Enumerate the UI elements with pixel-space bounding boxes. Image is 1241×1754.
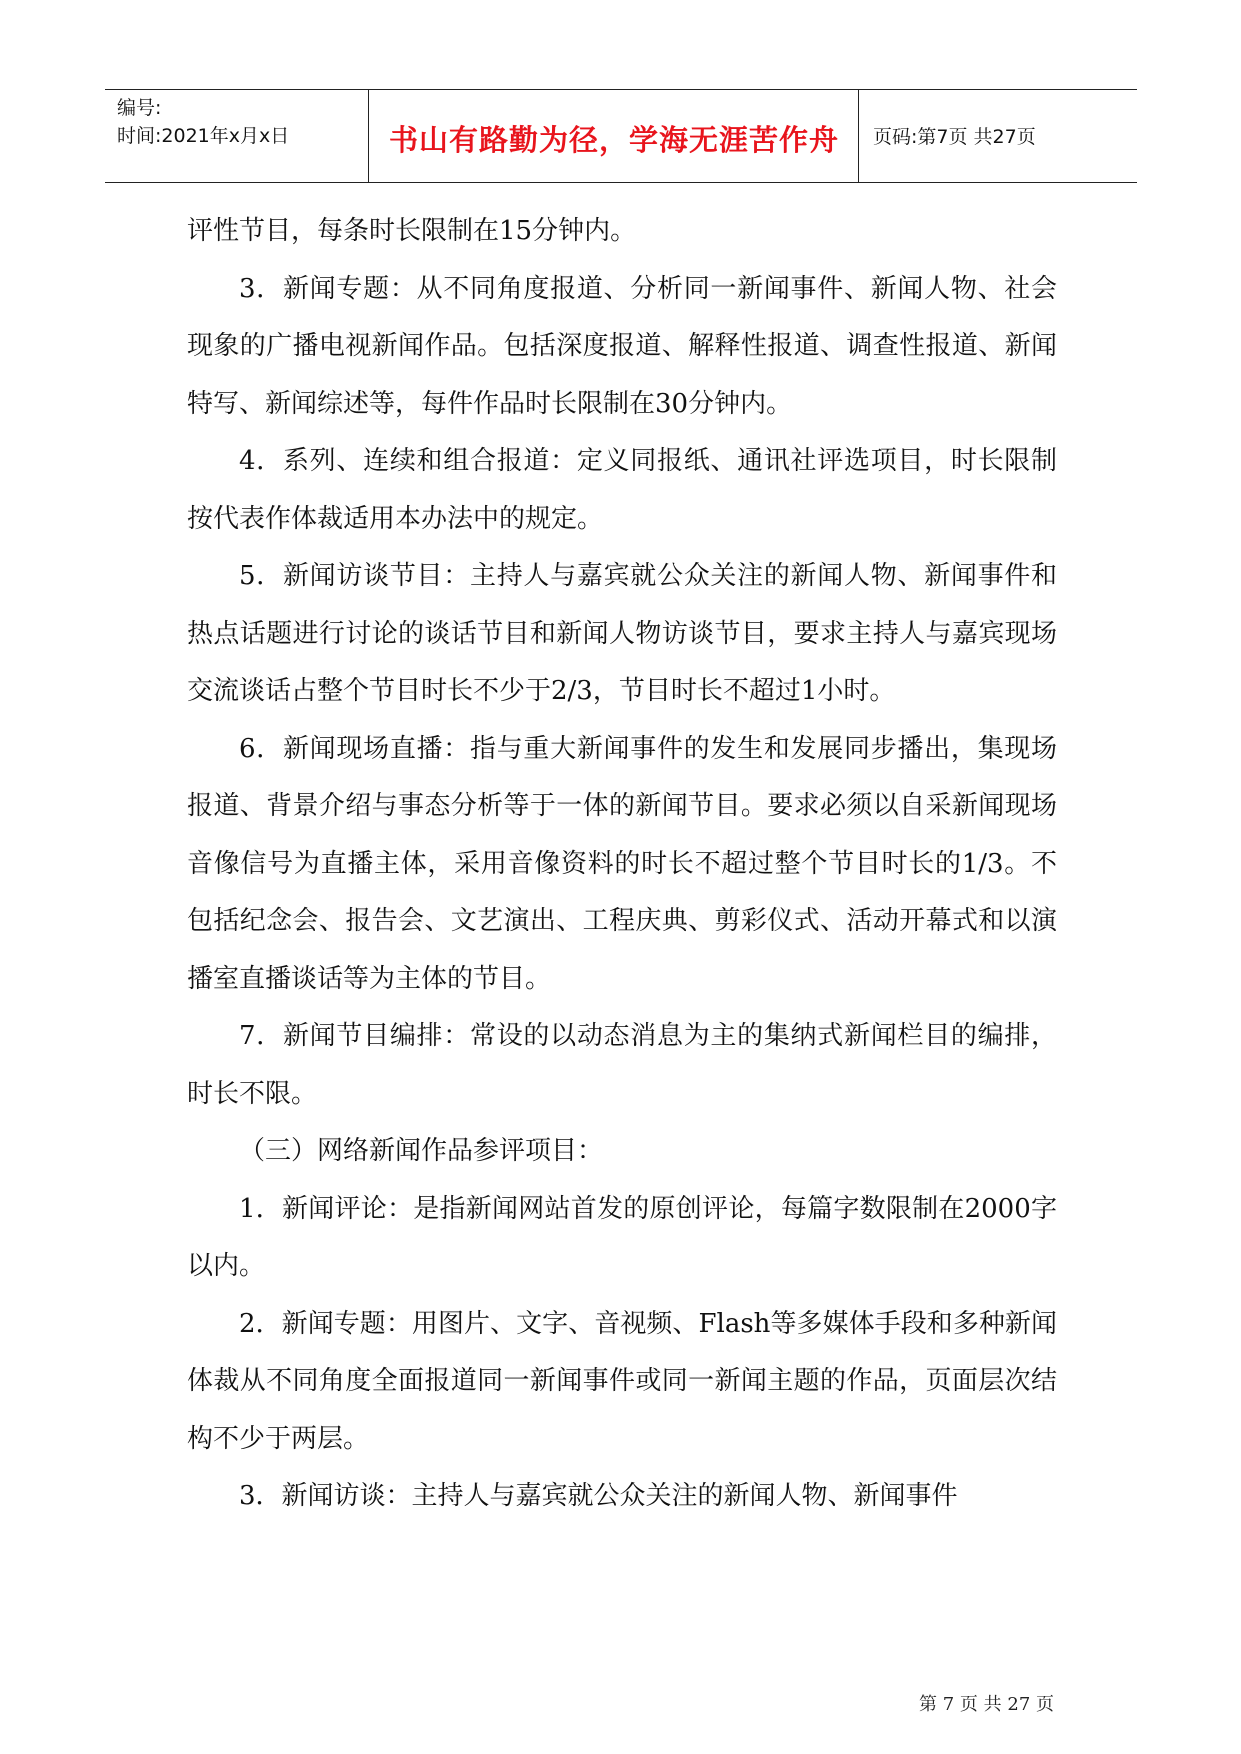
header-divider xyxy=(368,90,369,182)
document-body xyxy=(187,203,1057,1526)
paragraph: 5．新闻访谈节目：主持人与嘉宾就公众关注的新闻人物、新闻事件和热点话题进行讨论的谈话节目和新闻人物访谈节目，要求主持人与嘉宾现场交流谈话占整个节目时长不少于2/3，节目时长不超过1小时。 xyxy=(187,561,1057,706)
document-number-label: 编号: xyxy=(117,97,162,119)
paragraph: 1．新闻评论：是指新闻网站首发的原创评论，每篇字数限制在2000字以内。 xyxy=(187,1193,1057,1281)
paragraph: 6．新闻现场直播：指与重大新闻事件的发生和发展同步播出，集现场报道、背景介绍与事态分析等于一体的新闻节目。要求必须以自采新闻现场音像信号为直播主体，采用音像资料的时长不超过整个节目时长的1/3。不包括纪念会、报告会、文艺演出、工程庆典、剪彩仪式、活动开幕式和以演播室直播谈话等为主体的节目。 xyxy=(187,733,1057,994)
section-heading: （三）网络新闻作品参评项目： xyxy=(239,1136,604,1166)
paragraph: 7．新闻节目编排：常设的以动态消息为主的集纳式新闻栏目的编排，时长不限。 xyxy=(187,1021,1057,1109)
paragraph: 3．新闻专题：从不同角度报道、分析同一新闻事件、新闻人物、社会现象的广播电视新闻作品。包括深度报道、解释性报道、调查性报道、新闻特写、新闻综述等，每件作品时长限制在30分钟内。 xyxy=(187,273,1057,419)
document-time-label: 时间:2021年x月x日 xyxy=(117,125,290,147)
paragraph: 4．系列、连续和组合报道：定义同报纸、通讯社评选项目，时长限制按代表作体裁适用本办法中的规定。 xyxy=(187,446,1057,534)
paragraph: 2．新闻专题：用图片、文字、音视频、Flash等多媒体手段和多种新闻体裁从不同角度全面报道同一新闻事件或同一新闻主题的作品，页面层次结构不少于两层。 xyxy=(187,1308,1057,1454)
page-footer-number: 第 7 页 共 27 页 xyxy=(919,1694,1054,1715)
header-divider xyxy=(858,90,859,182)
paragraph: 评性节目，每条时长限制在15分钟内。 xyxy=(187,216,637,246)
page-header xyxy=(105,89,1137,183)
paragraph: 3．新闻访谈：主持人与嘉宾就公众关注的新闻人物、新闻事件 xyxy=(239,1481,958,1511)
header-meta xyxy=(117,94,289,150)
header-page-code: 页码:第7页 共27页 xyxy=(873,126,1036,148)
header-motto: 书山有路勤为径，学海无涯苦作舟 xyxy=(388,123,839,157)
